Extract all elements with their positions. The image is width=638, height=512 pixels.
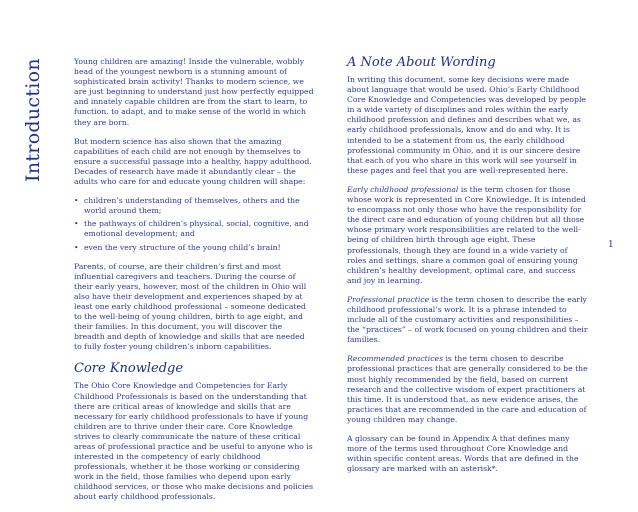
bullet-item: • children’s understanding of themselves, others and the world around them;	[74, 196, 314, 216]
wording-paragraph-1: In writing this document, some key decisions were made about language that would be used. Ohio’s Early Childhood Core Knowledge and Competencies was developed by people in a wide variety of disciplines and roles within the early childhood profession and defines and describes what we, as early childhood professionals, know and do and why. It is intended to be a statement from us, the early childhood professional community in Ohio, and it is our sincere desire that each of you who share in this work will see yourself in these pages and feel that you are well-represented here.	[347, 75, 586, 175]
term-definition: is the term chosen to describe professional practices that are generally considered to be the most highly recommended by the field, based on current research and the collective wisdom of expert practitioners at this time. It is understood that, as new evidence arises, the practices that are recommended in the care and education of young children may change.	[347, 354, 588, 424]
term-paragraph-ecp	[347, 185, 589, 286]
left-column	[74, 57, 314, 512]
section-title	[18, 45, 48, 195]
term-definition: is the term chosen to describe the early childhood professional’s work. It is a phrase intended to include all of the customary activities and responsibilities – the “practices” – of work focused on young children and their families.	[347, 294, 588, 345]
term-definition: is the term chosen for those whose work is represented in Core Knowledge. It is intended to encompass not only those who have the responsibility for the direct care and education of young children but all those whose primary work responsibilities are related to the well-being of children birth through age eight. These professionals, though they are found in a wide variety of roles and settings, share a common goal of ensuring young children’s healthy development, optimal care, and success and joy in learning.	[347, 184, 586, 285]
core-knowledge-paragraph: The Ohio Core Knowledge and Competencies for Early Childhood Professionals is based on the understanding that there are critical areas of knowledge and skills that are necessary for early childhood professionals to have if young children are to thrive under their care. Core Knowledge strives to clearly communicate the nature of these critical areas of professional practice and be useful to anyone who is interested in the competency of early childhood professionals, whether it be those working or considering work in the field, those families who depend upon early childhood services, or those who make decisions and policies about early childhood professionals.	[74, 381, 314, 502]
bullet-item: • even the very structure of the young child’s brain!	[74, 243, 314, 253]
term-paragraph-rp	[347, 354, 589, 425]
term-paragraph-pp	[347, 295, 589, 345]
intro-paragraph-1: Young children are amazing! Inside the vulnerable, wobbly head of the youngest newborn is a stunning amount of sophisticated brain activity! Thanks to modern science, we are just beginning to understand just how perfectly equipped and innately capable children are from the start to learn, to function, to adapt, and to make sense of the world in which they are born.	[74, 57, 314, 127]
term-recommended-practices: Recommended practices	[347, 354, 444, 364]
term-professional-practice: Professional practice	[347, 294, 430, 304]
core-knowledge-heading: Core Knowledge	[74, 361, 184, 377]
intro-paragraph-3: Parents, of course, are their children’s first and most influential caregivers and teachers. During the course of their early years, however, most of the children in Ohio will also have their development and experiences shaped by at least one early childhood professional – someone dedicated to the well-being of young children, birth to age eight, and their families. In this document, you will discover the breadth and depth of knowledge and skills that are needed to fully foster young children’s inborn capabilities.	[74, 261, 307, 352]
section-title-text: Introduction	[22, 58, 44, 182]
wording-heading: A Note About Wording	[347, 55, 496, 70]
bullet-list	[74, 196, 314, 252]
term-early-childhood-professional: Early childhood professional	[347, 184, 459, 194]
right-column	[347, 55, 589, 483]
intro-paragraph-2: But modern science has also shown that the amazing capabilities of each child are not enough by themselves to ensure a successful passage into a healthy, happy adulthood. Decades of research have made it abundantly clear – the adults who care for and educate young children will shape:	[74, 136, 312, 187]
bullet-item: • the pathways of children’s physical, social, cognitive, and emotional development; and	[74, 219, 314, 239]
page-number: 1	[608, 240, 614, 250]
glossary-paragraph: A glossary can be found in Appendix A that defines many more of the terms used throughout Core Knowledge and within specific content areas. Words that are defined in the glossary are marked with an asterisk*.	[347, 434, 579, 474]
